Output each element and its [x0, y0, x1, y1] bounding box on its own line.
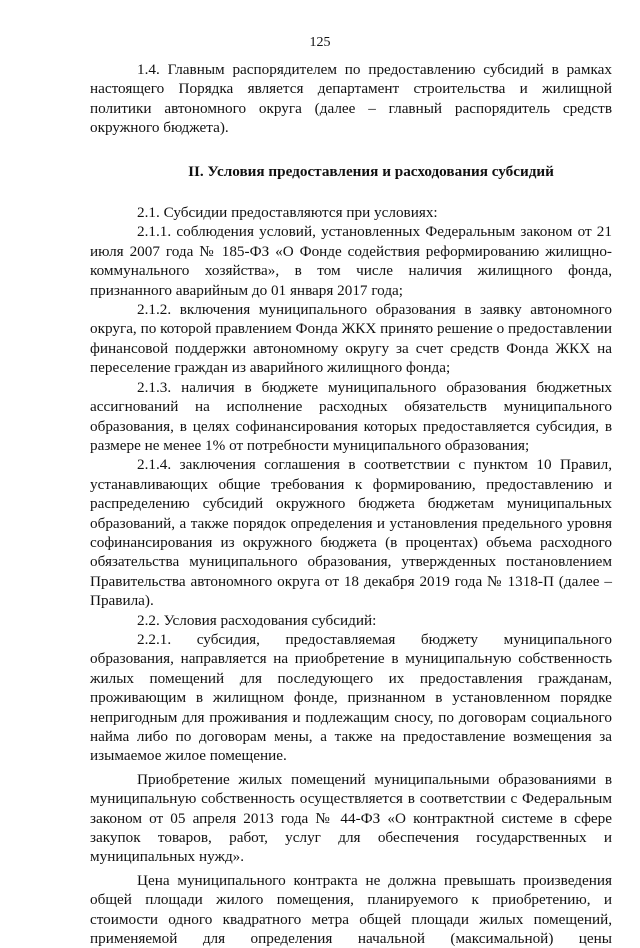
paragraph-acquisition: Приобретение жилых помещений муниципальными образованиями в муниципальную собственность осуществляется в соответствии с Федеральным законом от 05 апреля 2013 года № 44-ФЗ «О контрактной системе в сфере закупок товаров, работ, услуг для обеспечения государственных и муниципальных нужд».: [90, 770, 612, 866]
paragraph-contract-price: Цена муниципального контракта не должна превышать произведения общей площади жилого помещения, планируемого к приобретению, и стоимости одного квадратного метра общей площади жилых помещений, применяемой для определения начальной (максимальной) цены: [90, 871, 612, 948]
section-heading: II. Условия предоставления и расходования субсидий: [188, 162, 554, 180]
paragraph-2-2-1: 2.2.1. субсидия, предоставляемая бюджету муниципального образования, направляется на приобретение в муниципальную собственность жилых помещений для последующего их предоставления гражданам, проживающим в жилищном фонде, признанном в установленном порядке непригодным для проживания и подлежащим сносу, по договорам социального найма либо по договорам мены, а также на предоставление возмещения за изымаемое жилое помещение.: [90, 630, 612, 765]
page-number: 125: [309, 35, 331, 50]
paragraph-2-1: 2.1. Субсидии предоставляются при условиях:: [137, 204, 438, 222]
paragraph-2-1-4: 2.1.4. заключения соглашения в соответствии с пунктом 10 Правил, устанавливающих общие требования к формированию, предоставлению и распределению субсидий окружного бюджета бюджетам муниципальных образований, а также порядок определения и установления предельного уровня софинансирования из окружного бюджета (в процентах) объема расходного обязательства муниципального образования, утвержденных постановлением Правительства автономного округа от 18 декабря 2019 года № 1318-П (далее – Правила).: [90, 456, 612, 610]
paragraph-2-1-1: 2.1.1. соблюдения условий, установленных Федеральным законом от 21 июля 2007 года № 185-ФЗ «О Фонде содействия реформированию жилищно-коммунального хозяйства», в том числе наличия жилищного фонда, признанного аварийным до 01 января 2017 года;: [90, 223, 612, 299]
paragraph-1-4: 1.4. Главным распорядителем по предоставлению субсидий в рамках настоящего Порядка является департамент строительства и жилищной политики автономного округа (далее – главный распорядитель средств окружного бюджета).: [90, 61, 612, 137]
paragraph-2-1-3: 2.1.3. наличия в бюджете муниципального образования бюджетных ассигнований на исполнение расходных обязательств муниципального образования, в целях софинансирования которых предоставляется субсидия, в размере не менее 1% от потребности муниципального образования;: [90, 378, 612, 454]
paragraph-2-1-2: 2.1.2. включения муниципального образования в заявку автономного округа, по которой правлением Фонда ЖКХ принято решение о предоставлении финансовой поддержки автономному округу за счет средств Фонда ЖКХ на переселение граждан из аварийного жилищного фонда;: [90, 301, 612, 377]
document-body: [90, 60, 612, 948]
paragraph-2-2: 2.2. Условия расходования субсидий:: [137, 611, 377, 629]
